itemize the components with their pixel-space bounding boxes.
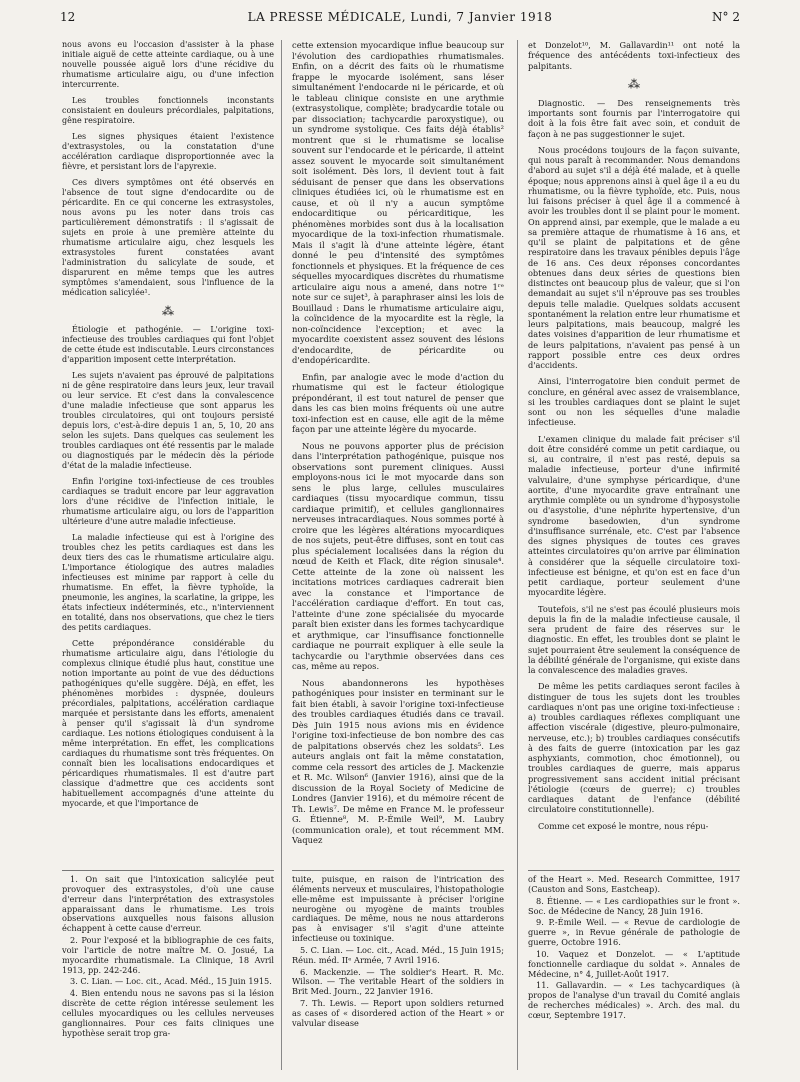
paragraph: L'examen clinique du malade fait préciser s'il doit être considéré comme un petit cardiaque, ou si, au contraire, il n'est pas resté, depuis sa maladie infectieuse, porteur d'une infirmité valvulaire, d'une symphyse péricardique, d'une aortite, d'une myocardite grave entraînant une arythmie complète ou un syndrome d'hyposystolie ou d'asystolie, d'une néphrite hypertensive, d'un syndrome basedowien, d'un syndrome d'insuffisance surrénale, etc. C'est par l'absence des signes physiques de toutes ces graves atteintes circulatoires qu'on arrive par élimination à considérer que la séquelle circulatoire toxi-infectieuse est bénigne, et qu'on est en face d'un petit cardiaque, porteur seulement d'une myocardite légère. (528, 433, 740, 598)
paragraph: Étiologie et pathogénie. — L'origine toxi-infectieuse des troubles cardiaques qui font l'objet de cette étude est indiscutable. Leurs circonstances d'apparition imposent cette interprétation. (62, 325, 274, 364)
paragraph: La maladie infectieuse qui est à l'origine des troubles chez les petits cardiaques est dans les deux tiers des cas le rhumatisme articulaire aigu. L'importance étiologique des autres maladies infectieuses est minime par rapport à celle du rhumatisme. En effet, la fièvre typhoïde, la pneumonie, les angines, la scarlatine, la grippe, les états infectieux indéterminés, etc., n'interviennent en totalité, dans nos observations, que chez le tiers des petits cardiaques. (62, 533, 274, 632)
footnote: 4. Bien entendu nous ne savons pas si la lésion discrète de cette région intéresse seulement les cellules myocardiques ou les cellules nerveuses ganglionnaires. Pour ces faits cliniques une hypothèse serait trop gra- (62, 988, 274, 1038)
footnote: of the Heart ». Med. Research Committee, 1917 (Causton and Sons, Eastcheap). (528, 874, 740, 894)
footnote: 1. On sait que l'intoxication salicylée peut provoquer des extrasystoles, d'où une cause d'erreur dans l'interprétation des extrasystoles apparaissant dans le rhumatisme. Les trois observations auxquelles nous faisons allusion échappent à cette cause d'erreur. (62, 874, 274, 934)
footnote: 3. C. Lian. — Loc. cit., Acad. Méd., 15 Juin 1915. (70, 976, 272, 987)
paragraph: Comme cet exposé le montre, nous répu- (538, 820, 709, 831)
paragraph: nous avons eu l'occasion d'assister à la phase initiale aiguë de cette atteinte cardiaque, ou à une nouvelle poussée aiguë lors d'une récidive du rhumatisme articulaire aigu, ou d'une infection intercurrente. (62, 40, 274, 89)
footnote: 10. Vaquez et Donzelot. — « L'aptitude fonctionnelle cardiaque du soldat ». Annales de Médecine, n° 4, Juillet-Août 1917. (528, 948, 740, 979)
section-separator: ⁂ (628, 76, 640, 91)
paragraph: Ainsi, l'interrogatoire bien conduit permet de conclure, en général avec assez de vraisemblance, si les troubles cardiaques dont se plaint le sujet sont ou non les séquelles d'une maladie infectieuse. (528, 376, 740, 428)
section-separator: ⁂ (162, 304, 174, 318)
journal-title: LA PRESSE MÉDICALE, Lundi, 7 Janvier 1918 (247, 10, 553, 24)
paragraph: Toutefois, s'il ne s'est pas écoulé plusieurs mois depuis la fin de la maladie infectieuse causale, il sera prudent de faire des réserves sur le diagnostic. En effet, les troubles dont se plaint le sujet pourraient être seulement la conséquence de la débilité générale de l'organisme, qui existe dans la convalescence des maladies graves. (528, 603, 740, 675)
paragraph: Diagnostic. — Des renseignements très importants sont fournis par l'interrogatoire qui doit à la fois être fait avec soin, et conduit de façon à ne pas suggestionner le sujet. (528, 97, 740, 139)
footnote: 11. Gallavardin. — « Les tachycardiques (à propos de l'analyse d'un travail du Comité anglais de recherches médicales) ». Arch. des mal. du cœur, Septembre 1917. (528, 980, 740, 1020)
paragraph: De même les petits cardiaques seront faciles à distinguer de tous les sujets dont les troubles cardiaques n'ont pas une origine toxi-infectieuse : a) troubles cardiaques réflexes compliquant une affection viscérale (digestive, pleuro-pulmonaire, nerveuse, etc.); b) troubles cardiaques consécutifs à des faits de guerre (intoxication par les gaz asphyxiants, commotion, choc émotionnel), ou troubles cardiaques de guerre, mais apparus progressivement sans accident initial précisant l'étiologie (cœurs de guerre); c) troubles cardiaques datant de l'enfance (débilité circulatoire constitutionnelle). (528, 681, 740, 815)
issue-number: N° 2 (712, 10, 740, 24)
footnote: 2. Pour l'exposé et la bibliographie de ces faits, voir l'article de notre maître M. O. Josué, La myocardite rhumatismale. La Clinique, 18 Avril 1913, pp. 242-246. (62, 935, 274, 975)
paragraph: Les signes physiques étaient l'existence d'extrasystoles, ou la constatation d'une accélération cardiaque disproportionnée avec la fièvre, et persistant lors de l'apyrexie. (62, 132, 274, 171)
footnotes-column-3 (528, 870, 740, 1023)
paragraph: Nous procédons toujours de la façon suivante, qui nous paraît à recommander. Nous demandons d'abord au sujet s'il a déjà été malade, et à quelle époque; nous apprenons ainsi à quel âge il a eu du rhumatisme, ou la fièvre typhoïde, etc. Puis, nous lui faisons préciser à quel âge il a commencé à avoir les troubles dont il se plaint pour le moment. On apprend ainsi, par exemple, que le malade a eu sa première attaque de rhumatisme à 16 ans, et qu'il se plaint de palpitations et de gêne respiratoire dans les travaux pénibles depuis l'âge de 16 ans. Ces deux réponses concordantes obtenues dans deux séries de questions bien distinctes ont beaucoup plus de valeur, que si l'on demandait au sujet s'il n'éprouve pas ses troubles depuis telle maladie. Quelques soldats accusent spontanément la relation entre leur rhumatisme et leurs palpitations, mais beaucoup, malgré les dates voisines d'apparition de leur rhumatisme et de leurs palpitations, n'avaient pas pensé à un rapport possible entre ces deux ordres d'accidents. (528, 144, 740, 370)
paragraph: Enfin l'origine toxi-infectieuse de ces troubles cardiaques se traduit encore par leur aggravation lors d'une récidive de l'infection initiale, le rhumatisme articulaire aigu, ou lors de l'apparition ultérieure d'une autre maladie infectieuse. (62, 477, 274, 526)
page-number: 12 (60, 10, 76, 24)
paragraph: Les troubles fonctionnels inconstants consistaient en douleurs précordiales, palpitations, gêne respiratoire. (62, 96, 274, 125)
paragraph: Cette prépondérance considérable du rhumatisme articulaire aigu, dans l'étiologie du complexus clinique étudié plus haut, constitue une notion importante au point de vue des déductions pathogéniques qu'elle suggère. Déjà, en effet, les phénomènes morbides : dyspnée, douleurs précordiales, palpitations, accélération cardiaque marquée et persistante dans les efforts, amenaient à penser qu'il s'agissait là d'un syndrome cardiaque. Les notions étiologiques conduisent à la même interprétation. En effet, les complications cardiaques du rhumatisme sont très fréquentes. On connaît bien les localisations endocardiques et péricardiques rhumatismales. Il est d'autre part classique d'admettre que ces accidents sont habituellement accompagnés d'une atteinte du myocarde, et que l'importance de (62, 639, 274, 808)
footnotes-column-2 (292, 870, 504, 1031)
page-header (60, 10, 740, 34)
column-1 (62, 40, 274, 815)
column-rule-1 (281, 40, 282, 1070)
paragraph: Nous ne pouvons apporter plus de précision dans l'interprétation pathogénique, puisque nos observations sont purement cliniques. Aussi employons-nous ici le mot myocarde dans son sens le plus large, cellules musculaires cardiaques (tissu myocardique commun, tissu cardiaque primitif), et cellules ganglionnaires nerveuses intracardiaques. Nous sommes porté à croire que les légères altérations myocardiques de nos sujets, peut-être diffuses, sont en tout cas plus spécialement localisées dans la région du nœud de Keith et Flack, dite région sinusale⁴. Cette atteinte de la zone où naissent les incitations motrices cardiaques cadrerait bien avec la constance et l'importance de l'accélération cardiaque d'effort. En tout cas, l'atteinte d'une zone spécialisée du myocarde paraît bien exister dans les formes tachycardique et arythmique, car l'insuffisance fonctionnelle cardiaque ne pourrait expliquer à elle seule la tachycardie ou l'arythmie observées dans ces cas, même au repos. (292, 440, 504, 671)
footnotes-column-1 (62, 870, 274, 1041)
column-3 (528, 40, 740, 837)
footnote: 7. Th. Lewis. — Report upon soldiers returned as cases of « disordered action of the Heart » or valvular disease (292, 998, 504, 1028)
footnote: 5. C. Lian. — Loc. cit., Acad. Méd., 15 Juin 1915; Réun. méd. IIᵉ Armée, 7 Avril 1916. (292, 944, 504, 965)
paragraph: Ces divers symptômes ont été observés en l'absence de tout signe d'endocardite ou de péricardite. En ce qui concerne les extrasystoles, nous avons pu les noter dans trois cas particulièrement démonstratifs : il s'agissait de sujets en proie à une première atteinte du rhumatisme articulaire aigu, chez lesquels les extrasystoles furent constatées avant l'administration du salicylate de soude, et disparurent en même temps que les autres symptômes s'amendaient, sous l'influence de la médication salicylée¹. (62, 178, 274, 297)
column-2 (292, 40, 504, 852)
paragraph: Les sujets n'avaient pas éprouvé de palpitations ni de gêne respiratoire dans leurs jeux, leur travail ou leur service. Et c'est dans la convalescence d'une maladie infectieuse que sont apparus les troubles circulatoires, qui ont toujours persisté depuis lors, c'est-à-dire depuis 1 an, 5, 10, 20 ans selon les sujets. Dans quelques cas seulement les troubles cardiaques ont été ressentis par le malade ou diagnostiqués par le médecin dès la période d'état de la maladie infectieuse. (62, 371, 274, 470)
footnote: tuite, puisque, en raison de l'intrication des éléments nerveux et musculaires, l'histopathologie elle-même est impuissante à préciser l'origine neurogène ou myogène de maints troubles cardiaques. De même, nous ne nous attarderons pas à envisager s'il s'agit d'une atteinte infectieuse ou toxinique. (292, 874, 504, 944)
column-rule-2 (517, 40, 518, 1070)
paragraph: Nous abandonnerons les hypothèses pathogéniques pour insister en terminant sur le fait bien établi, à savoir l'origine toxi-infectieuse des troubles cardiaques étudiés dans ce travail. Dès Juin 1915 nous avions mis en évidence l'origine toxi-infectieuse de bon nombre des cas de palpitations observés chez les soldats⁵. Les auteurs anglais ont fait la même constatation, comme cela ressort des articles de J. Mackenzie et R. Mc. Wilson⁶ (Janvier 1916), ainsi que de la discussion de la Royal Society of Medicine de Londres (Janvier 1916), et du mémoire récent de Th. Lewis⁷. De même en France M. le professeur G. Étienne⁸, M. P.-Émile Weil⁹, M. Laubry (communication orale), et tout récemment MM. Vaquez (292, 677, 504, 845)
paragraph: Enfin, par analogie avec le mode d'action du rhumatisme qui est le facteur étiologique prépondérant, il est tout naturel de penser que dans les cas bien moins fréquents où une autre toxi-infection est en cause, elle agit de la même façon par une atteinte légère du myocarde. (292, 371, 504, 434)
footnote: 8. Étienne. — « Les cardiopathies sur le front ». Soc. de Médecine de Nancy, 28 Juin 1916. (528, 895, 740, 916)
paragraph: et Donzelot¹⁰, M. Gallavardin¹¹ ont noté la fréquence des antécédents toxi-infectieux des palpitants. (528, 40, 740, 71)
footnote: 9. P.-Émile Weil. — « Revue de cardiologie de guerre », in Revue générale de pathologie de guerre, Octobre 1916. (528, 917, 740, 948)
footnote: 6. Mackenzie. — The soldier's Heart. R. Mc. Wilson. — The veritable Heart of the soldiers in Brit Med. Journ., 22 Janvier 1916. (292, 966, 504, 997)
paragraph: cette extension myocardique influe beaucoup sur l'évolution des cardiopathies rhumatismales. Enfin, on a décrit des faits où le rhumatisme frappe le myocarde isolément, sans léser simultanément l'endocarde ni le péricarde, et où le tableau clinique consiste en une arythmie (extrasystolique, complète; bradycardie totale ou par dissociation; tachycardie paroxystique), ou un syndrome systolique. Ces faits déjà établis² montrent que si le rhumatisme se localise souvent sur l'endocarde et le péricarde, il atteint assez souvent le myocarde soit simultanément soit isolément. Dès lors, il devient tout à fait séduisant de penser que dans les observations cliniques étudiées ici, où le rhumatisme est en cause, et où il n'y a aucun symptôme endocarditique ou péricarditique, les phénomènes morbides sont dus à la localisation myocardique de la toxi-infection rhumatismale. Mais il s'agit là d'une atteinte légère, étant donné le peu d'intensité des symptômes fonctionnels et physiques. Et la fréquence de ces séquelles myocardiques discrètes du rhumatisme articulaire aigu nous a amené, dans notre 1ʳᵉ note sur ce sujet³, à paraphraser ainsi les lois de Bouillaud : Dans le rhumatisme articulaire aigu, la coïncidence de la myocardite est la règle, la non-coïncidence l'exception; et avec la myocardite coexistent assez souvent des lésions d'endocardite, de péricardite ou d'endopéricardite. (292, 40, 504, 365)
